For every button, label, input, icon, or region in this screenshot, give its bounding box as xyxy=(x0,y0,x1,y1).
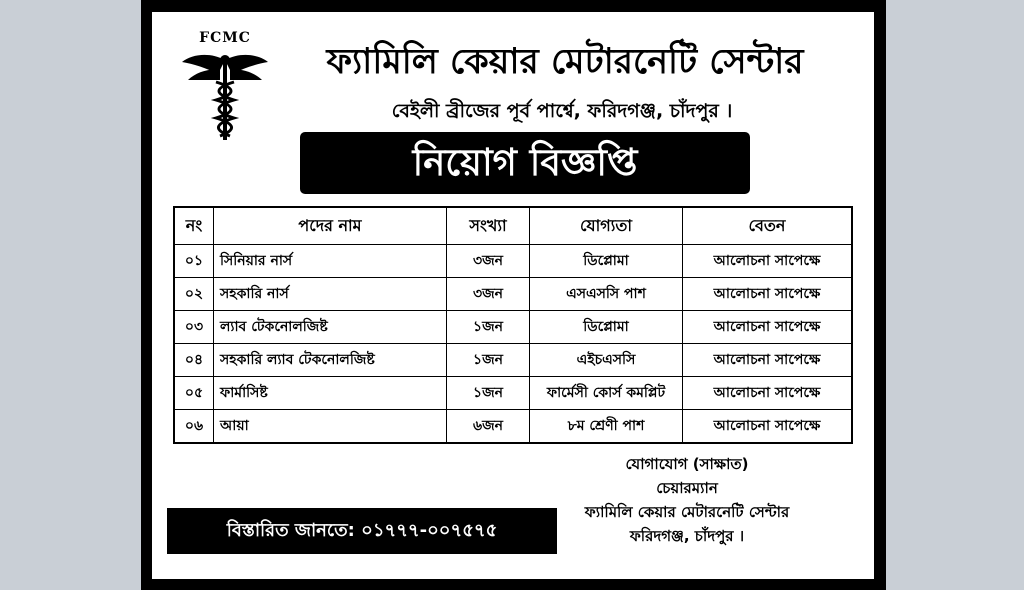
row-count: ১জন xyxy=(447,344,530,377)
org-address: বেইলী ব্রীজের পূর্ব পার্শ্বে, ফরিদগঞ্জ, চাঁদপুর । xyxy=(391,100,733,122)
table-row xyxy=(174,245,852,278)
row-no: ০৬ xyxy=(174,410,214,444)
row-count: ৩জন xyxy=(447,278,530,311)
logo-text: FCMC xyxy=(199,30,251,46)
row-salary: আলোচনা সাপেক্ষে xyxy=(683,311,853,344)
row-no: ০১ xyxy=(174,245,214,278)
row-count: ৬জন xyxy=(447,410,530,444)
contact-organization: ফ্যামিলি কেয়ার মেটারনেটি সেন্টার xyxy=(584,503,790,521)
row-qualification: এসএসসি পাশ xyxy=(530,278,683,311)
row-post-title: সিনিয়ার নার্স xyxy=(214,245,447,278)
row-post-title: সহকারি ল্যাব টেকনোলজিষ্ট xyxy=(214,344,447,377)
header-post-title: পদের নাম xyxy=(214,207,447,245)
table-header-row xyxy=(174,207,852,245)
row-salary: আলোচনা সাপেক্ষে xyxy=(683,410,853,444)
table-row xyxy=(174,311,852,344)
table-row xyxy=(174,344,852,377)
row-qualification: ডিপ্লোমা xyxy=(530,311,683,344)
row-qualification: এইচএসসি xyxy=(530,344,683,377)
vacancy-table xyxy=(173,206,853,444)
contact-block xyxy=(532,452,842,548)
row-salary: আলোচনা সাপেক্ষে xyxy=(683,245,853,278)
row-count: ১জন xyxy=(447,311,530,344)
row-no: ০৪ xyxy=(174,344,214,377)
org-logo xyxy=(180,30,270,142)
contact-heading: যোগাযোগ (সাক্ষাত) xyxy=(625,455,749,473)
row-salary: আলোচনা সাপেক্ষে xyxy=(683,278,853,311)
row-qualification: ৮ম শ্রেণী পাশ xyxy=(530,410,683,444)
header-no: নং xyxy=(174,207,214,245)
row-no: ০৫ xyxy=(174,377,214,410)
contact-designation: চেয়ারম্যান xyxy=(656,479,718,497)
notice-title: নিয়োগ বিজ্ঞপ্তি xyxy=(300,132,750,194)
row-post-title: আয়া xyxy=(214,410,447,444)
header-qualification: যোগ্যতা xyxy=(530,207,683,245)
table-row xyxy=(174,410,852,444)
row-no: ০২ xyxy=(174,278,214,311)
row-salary: আলোচনা সাপেক্ষে xyxy=(683,344,853,377)
row-qualification: ফার্মেসী কোর্স কমপ্লিট xyxy=(530,377,683,410)
row-qualification: ডিপ্লোমা xyxy=(530,245,683,278)
row-post-title: সহকারি নার্স xyxy=(214,278,447,311)
row-no: ০৩ xyxy=(174,311,214,344)
header-salary: বেতন xyxy=(683,207,853,245)
org-title: ফ্যামিলি কেয়ার মেটারনেটি সেন্টার xyxy=(326,42,804,82)
row-post-title: ফার্মাসিষ্ট xyxy=(214,377,447,410)
header-count: সংখ্যা xyxy=(447,207,530,245)
row-count: ৩জন xyxy=(447,245,530,278)
notice-poster xyxy=(152,12,874,579)
row-count: ১জন xyxy=(447,377,530,410)
row-salary: আলোচনা সাপেক্ষে xyxy=(683,377,853,410)
row-post-title: ল্যাব টেকনোলজিষ্ট xyxy=(214,311,447,344)
info-phone-bar: বিস্তারিত জানতে: ০১৭৭৭-০০৭৫৭৫ xyxy=(167,508,557,554)
contact-location: ফরিদগঞ্জ, চাঁদপুর । xyxy=(629,527,745,545)
table-row xyxy=(174,278,852,311)
caduceus-icon xyxy=(180,48,270,142)
table-row xyxy=(174,377,852,410)
